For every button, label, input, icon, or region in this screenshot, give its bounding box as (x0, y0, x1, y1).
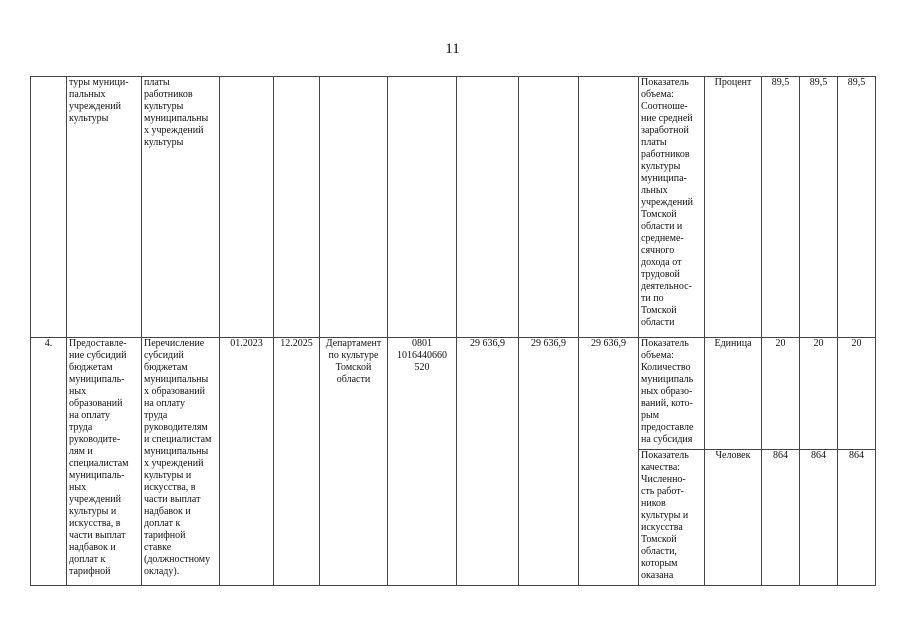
indicator-cell: Показатель объема: Соотноше- ние средней заработной платы работников культуры муниципа- льных учреждений Томской области и среднеме- сячного дохода от трудовой деятельнос- ти по Томской области (639, 77, 705, 338)
indicator-cell: Показатель объема: Количество муниципаль ных образо- ваний, кото- рым предоставле на субсидия (639, 338, 705, 450)
value-cell: 89,5 (838, 77, 876, 338)
table-row-4 (31, 338, 876, 450)
indicator-cell: Показатель качества: Численно- сть работ- ников культуры и искусства Томской области, которым оказана (639, 450, 705, 586)
value-cell: 864 (800, 450, 838, 586)
event-name-cell: туры муници- пальных учреждений культуры (67, 77, 142, 338)
value-cell: 20 (762, 338, 800, 450)
value-cell: 864 (838, 450, 876, 586)
unit-cell: Единица (705, 338, 762, 450)
event-content-cell: Перечисление субсидий бюджетам муниципальны х образований на оплату труда руководителям и специалистам муниципальны х учреждений культуры и искусства, в части выплат надбавок и доплат к тарифной ставке (должностному окладу). (142, 338, 220, 586)
row-number-cell: 4. (31, 338, 67, 586)
value-cell: 864 (762, 450, 800, 586)
amount-cell (579, 77, 639, 338)
event-name-cell: Предоставле- ние субсидий бюджетам муниципаль- ных образований на оплату труда руководите- лям и специалистам муниципаль- ных учреждений культуры и искусства, в части выплат надбавок и доплат к тарифной (67, 338, 142, 586)
executor-cell (320, 77, 388, 338)
amount-cell (457, 77, 519, 338)
amount-cell: 29 636,9 (519, 338, 579, 586)
end-date-cell: 12.2025 (274, 338, 320, 586)
end-date-cell (274, 77, 320, 338)
amount-cell (519, 77, 579, 338)
budget-code-cell: 0801 1016440660 520 (388, 338, 457, 586)
amount-cell: 29 636,9 (457, 338, 519, 586)
executor-cell: Департамент по культуре Томской области (320, 338, 388, 586)
amount-cell: 29 636,9 (579, 338, 639, 586)
event-content-cell: платы работников культуры муниципальны х учреждений культуры (142, 77, 220, 338)
budget-code-cell (388, 77, 457, 338)
start-date-cell (220, 77, 274, 338)
page-number: 11 (445, 41, 460, 57)
value-cell: 89,5 (800, 77, 838, 338)
value-cell: 89,5 (762, 77, 800, 338)
value-cell: 20 (838, 338, 876, 450)
document-table (30, 76, 876, 586)
unit-cell: Человек (705, 450, 762, 586)
unit-cell: Процент (705, 77, 762, 338)
start-date-cell: 01.2023 (220, 338, 274, 586)
table-row-continued (31, 77, 876, 338)
value-cell: 20 (800, 338, 838, 450)
row-number-cell (31, 77, 67, 338)
